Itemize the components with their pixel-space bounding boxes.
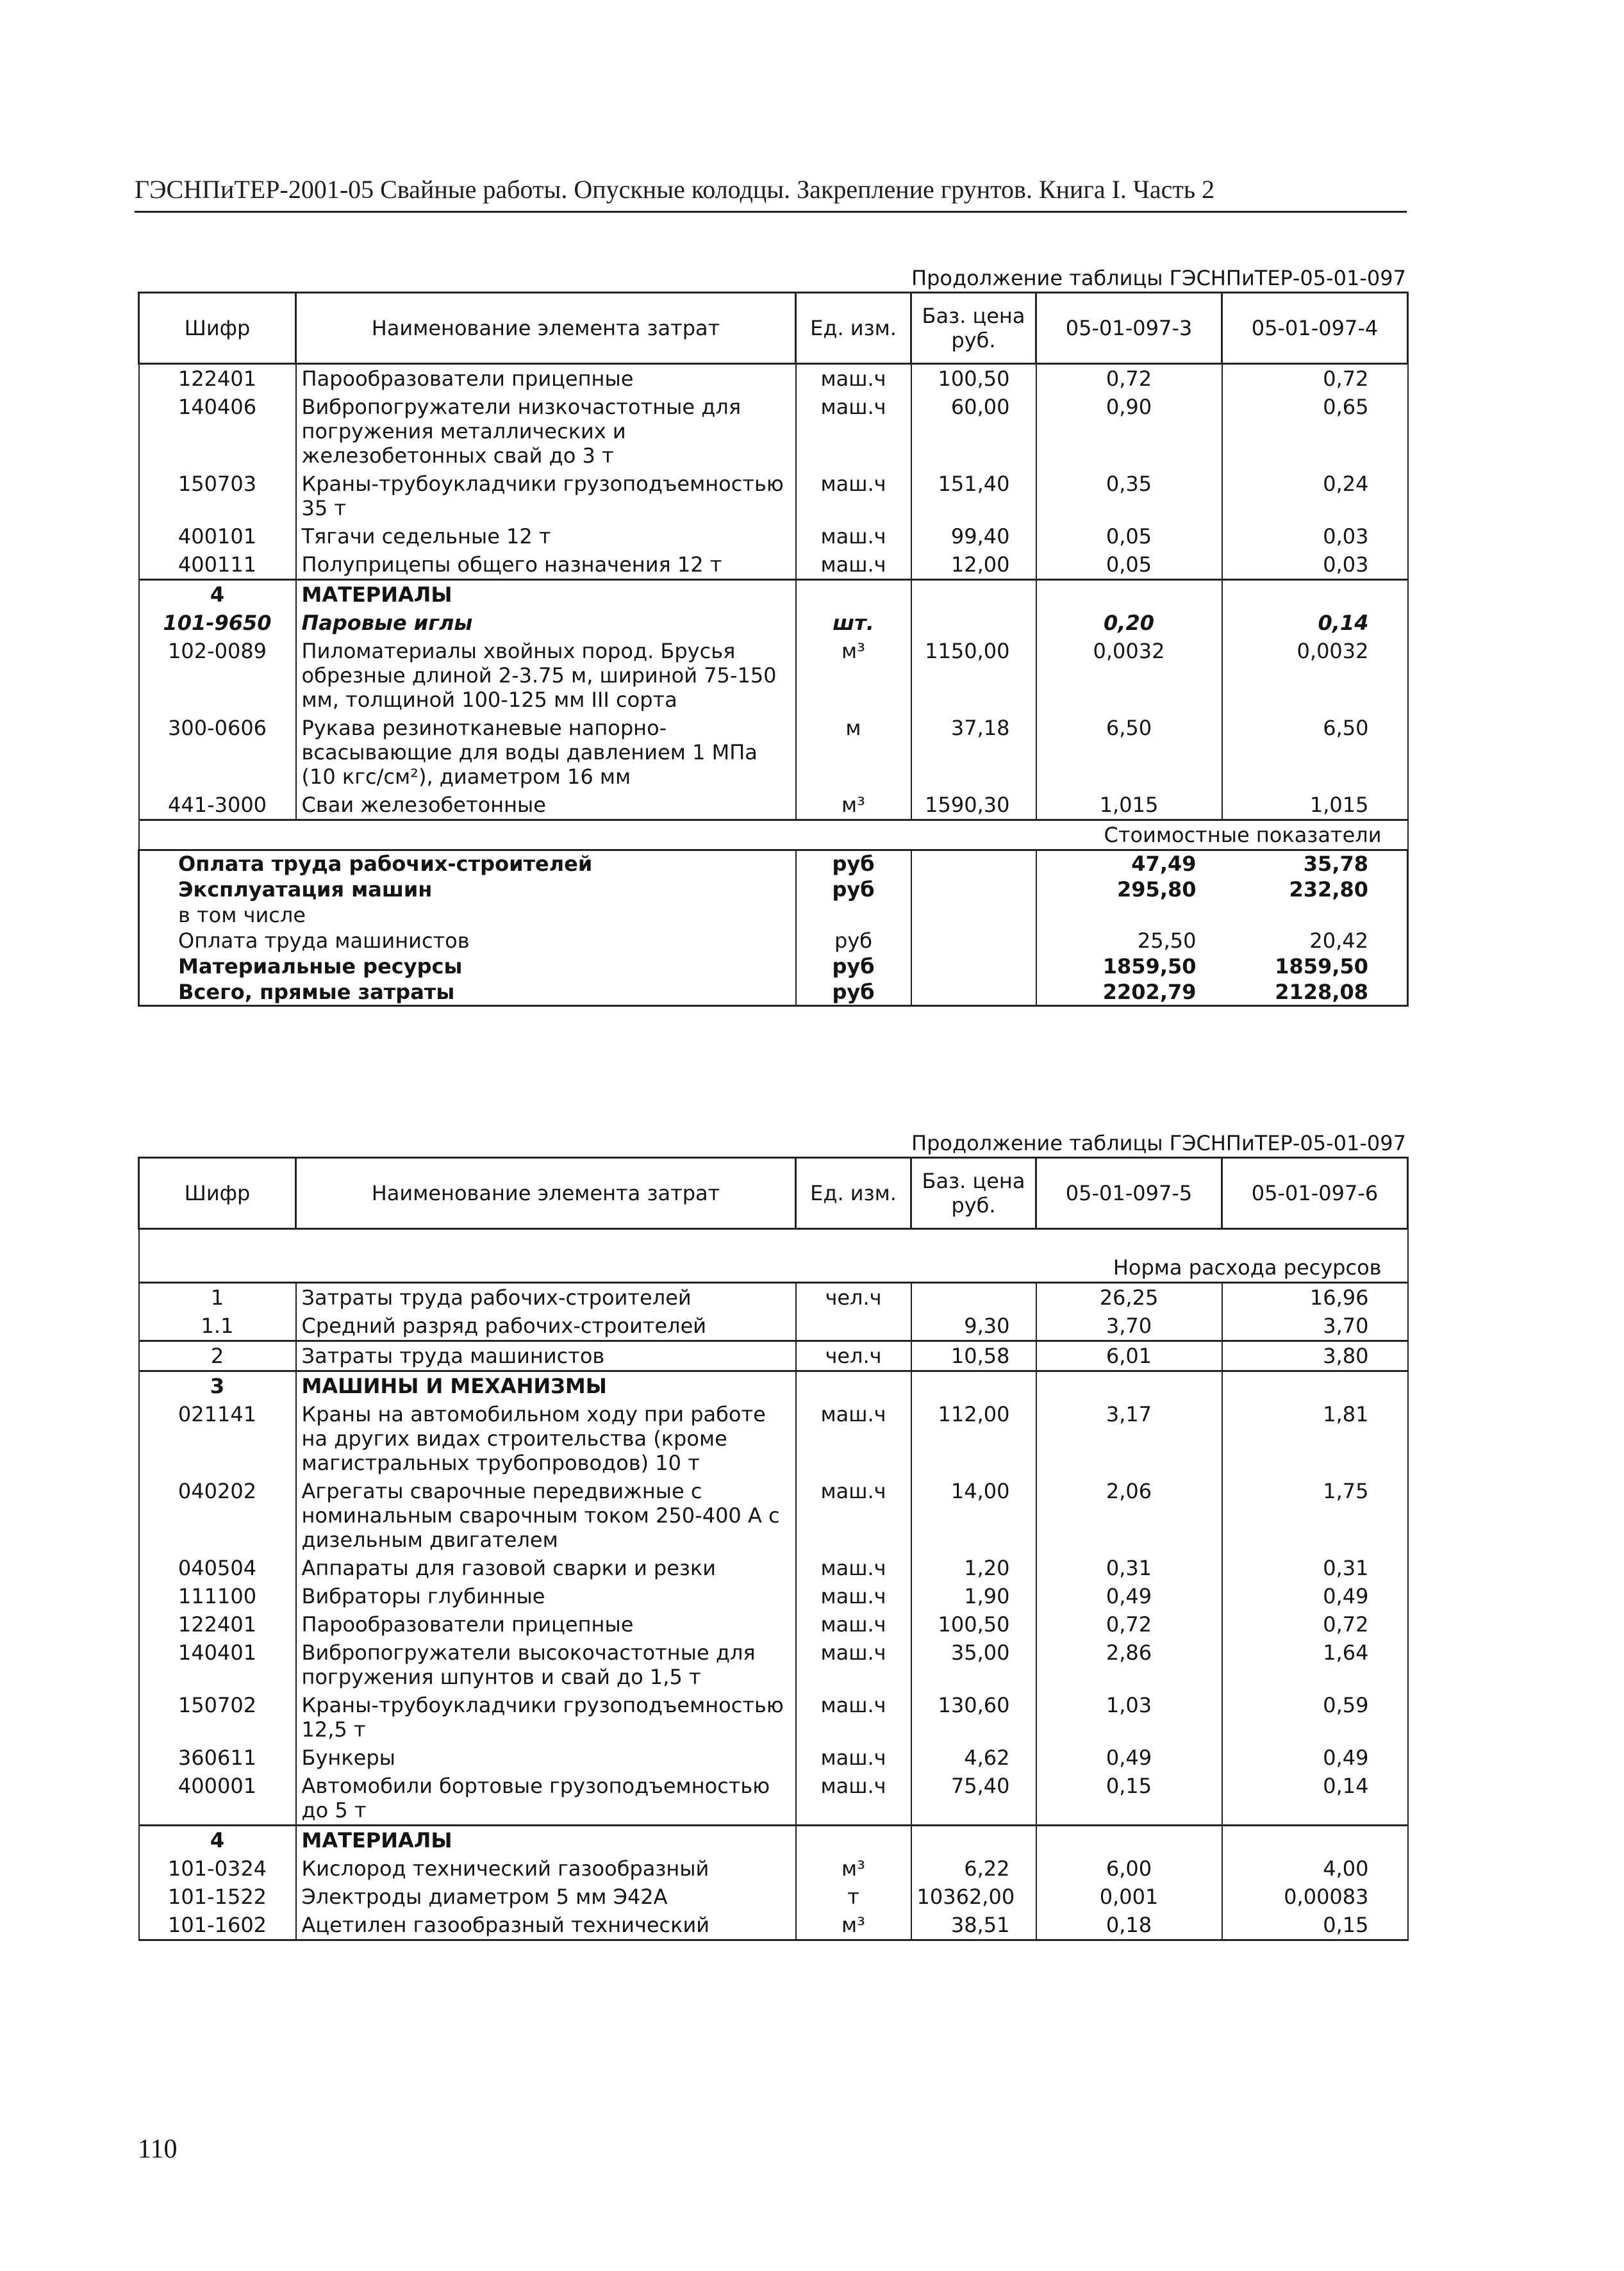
cell-price (911, 1826, 1036, 1855)
cell-value-2: 0,15 (1222, 1911, 1408, 1940)
cell-unit: маш.ч (796, 1477, 911, 1554)
cost-unit: руб (796, 979, 911, 1006)
cell-price: 99,40 (911, 522, 1036, 550)
cell-name: МАТЕРИАЛЫ (296, 1826, 796, 1855)
cell-value-2 (1222, 1826, 1408, 1855)
cost-value-2 (1222, 902, 1408, 928)
cell-name: Полуприцепы общего назначения 12 т (296, 550, 796, 580)
cell-unit: м³ (796, 1854, 911, 1883)
resource-table-1 (138, 292, 1409, 1007)
cell-value-2: 0,65 (1222, 393, 1408, 470)
cell-name: Краны на автомобильном ходу при работе на других видах строительства (кроме магистральных трубопроводов) 10 т (296, 1400, 796, 1477)
cell-price: 1,90 (911, 1582, 1036, 1610)
cell-price (911, 580, 1036, 609)
table-row (139, 1744, 1408, 1772)
cell-code: 101-9650 (139, 609, 296, 637)
cell-price: 38,51 (911, 1911, 1036, 1940)
cell-unit: м (796, 714, 911, 791)
cell-code: 150702 (139, 1691, 296, 1744)
cell-code: 101-0324 (139, 1854, 296, 1883)
cell-value-2: 3,80 (1222, 1341, 1408, 1371)
cell-price: 130,60 (911, 1691, 1036, 1744)
table-row (139, 791, 1408, 820)
cost-row (139, 877, 1408, 902)
cell-code: 021141 (139, 1400, 296, 1477)
cell-unit: маш.ч (796, 1691, 911, 1744)
column-header-unit: Ед. изм. (796, 293, 911, 364)
cell-name: Краны-трубоукладчики грузоподъемностью 12,5 т (296, 1691, 796, 1744)
cell-unit: м³ (796, 637, 911, 714)
cell-value-2: 0,00083 (1222, 1883, 1408, 1911)
cell-value-2: 0,03 (1222, 522, 1408, 550)
table2-header-row (139, 1158, 1408, 1229)
table-row (139, 1826, 1408, 1855)
cell-value-2: 6,50 (1222, 714, 1408, 791)
cell-value-1: 0,49 (1036, 1744, 1222, 1772)
cell-unit: маш.ч (796, 1639, 911, 1691)
cost-value-2: 2128,08 (1222, 979, 1408, 1006)
cell-price: 6,22 (911, 1854, 1036, 1883)
table-row (139, 1883, 1408, 1911)
cell-name: Краны-трубоукладчики грузоподъемностью 35 т (296, 470, 796, 522)
cell-value-1: 0,18 (1036, 1911, 1222, 1940)
cell-code: 300-0606 (139, 714, 296, 791)
cell-unit: маш.ч (796, 1400, 911, 1477)
cell-value-1: 0,90 (1036, 393, 1222, 470)
table-row (139, 637, 1408, 714)
cell-price: 1150,00 (911, 637, 1036, 714)
cost-value-2: 35,78 (1222, 850, 1408, 877)
column-header-name: Наименование элемента затрат (296, 293, 796, 364)
cell-value-1: 0,15 (1036, 1772, 1222, 1826)
column-header-code: Шифр (139, 1158, 296, 1229)
cell-value-1: 0,49 (1036, 1582, 1222, 1610)
cell-price: 37,18 (911, 714, 1036, 791)
page-number: 110 (138, 2135, 178, 2164)
cell-unit: чел.ч (796, 1283, 911, 1312)
cell-value-2 (1222, 1371, 1408, 1401)
cell-price: 12,00 (911, 550, 1036, 580)
cell-price: 100,50 (911, 1610, 1036, 1639)
cell-unit (796, 1312, 911, 1341)
cost-value-1: 47,49 (1131, 852, 1197, 876)
cost-row (139, 979, 1408, 1006)
cell-name: Паровые иглы (296, 609, 796, 637)
cost-row (139, 850, 1408, 877)
cell-value-1: 0,0032 (1036, 637, 1222, 714)
cell-value-1: 2,86 (1036, 1639, 1222, 1691)
cell-name: Сваи железобетонные (296, 791, 796, 820)
cell-value-1: 6,00 (1036, 1854, 1222, 1883)
cell-code: 140401 (139, 1639, 296, 1691)
cell-unit: м³ (796, 791, 911, 820)
cell-value-1 (1036, 1371, 1222, 1401)
cell-unit: маш.ч (796, 1582, 911, 1610)
table1-continuation-caption: Продолжение таблицы ГЭСНПиТЕР-05-01-097 (911, 266, 1406, 290)
cell-value-2: 0,14 (1222, 609, 1408, 637)
cell-price: 100,50 (911, 364, 1036, 393)
cell-code: 400111 (139, 550, 296, 580)
cell-value-2: 0,24 (1222, 470, 1408, 522)
cell-value-1: 0,001 (1036, 1883, 1222, 1911)
norm-caption: Норма расхода ресурсов (139, 1229, 1408, 1283)
table-row (139, 1854, 1408, 1883)
cell-value-1: 3,70 (1036, 1312, 1222, 1341)
cell-value-2: 0,49 (1222, 1744, 1408, 1772)
cell-value-1: 6,50 (1036, 714, 1222, 791)
cell-value-2: 3,70 (1222, 1312, 1408, 1341)
cell-code: 3 (139, 1371, 296, 1401)
table-row (139, 1911, 1408, 1940)
cell-unit: маш.ч (796, 364, 911, 393)
norm-caption-row (139, 1229, 1408, 1283)
cell-unit (796, 580, 911, 609)
cell-value-1: 6,01 (1036, 1341, 1222, 1371)
cell-name: Вибраторы глубинные (296, 1582, 796, 1610)
cell-price: 35,00 (911, 1639, 1036, 1691)
cell-value-2: 4,00 (1222, 1854, 1408, 1883)
cost-unit: руб (796, 850, 911, 877)
column-header-unit: Ед. изм. (796, 1158, 911, 1229)
cell-name: Пиломатериалы хвойных пород. Брусья обрезные длиной 2-3.75 м, шириной 75-150 мм, толщиной 100-125 мм III сорта (296, 637, 796, 714)
cell-name: Агрегаты сварочные передвижные с номинальным сварочным током 250-400 А с дизельным двигателем (296, 1477, 796, 1554)
cell-code: 4 (139, 1826, 296, 1855)
cost-row (139, 902, 1408, 928)
cell-unit: шт. (796, 609, 911, 637)
cell-price (911, 1283, 1036, 1312)
cell-name: Парообразователи прицепные (296, 1610, 796, 1639)
cost-caption: Стоимостные показатели (139, 820, 1408, 850)
column-header-price: Баз. цена руб. (911, 1158, 1036, 1229)
cell-name: Затраты труда рабочих-строителей (296, 1283, 796, 1312)
cell-value-2: 0,0032 (1222, 637, 1408, 714)
cost-row (139, 954, 1408, 979)
cell-code: 122401 (139, 364, 296, 393)
cell-price: 14,00 (911, 1477, 1036, 1554)
cell-price: 9,30 (911, 1312, 1036, 1341)
cell-value-1: 26,25 (1036, 1283, 1222, 1312)
cell-unit: маш.ч (796, 1610, 911, 1639)
cell-value-1: 0,05 (1036, 550, 1222, 580)
cell-price: 1,20 (911, 1554, 1036, 1582)
cost-label: Оплата труда рабочих-строителей (139, 850, 796, 877)
cell-value-2: 1,81 (1222, 1400, 1408, 1477)
cell-code: 101-1602 (139, 1911, 296, 1940)
table1-header-row (139, 293, 1408, 364)
cell-value-1: 2,06 (1036, 1477, 1222, 1554)
cell-unit: маш.ч (796, 1772, 911, 1826)
cost-label: в том числе (139, 902, 796, 928)
column-header-code: Шифр (139, 293, 296, 364)
cell-value-1: 1,03 (1036, 1691, 1222, 1744)
cell-name: Ацетилен газообразный технический (296, 1911, 796, 1940)
cell-price: 10,58 (911, 1341, 1036, 1371)
cell-value-2: 0,59 (1222, 1691, 1408, 1744)
cell-unit: маш.ч (796, 470, 911, 522)
table-row (139, 714, 1408, 791)
cell-code: 150703 (139, 470, 296, 522)
cost-empty-cell (911, 850, 1036, 877)
cell-name: МАШИНЫ И МЕХАНИЗМЫ (296, 1371, 796, 1401)
cell-price: 151,40 (911, 470, 1036, 522)
table-row (139, 1477, 1408, 1554)
column-header-norm-5: 05-01-097-5 (1036, 1158, 1222, 1229)
cost-label: Оплата труда машинистов (139, 928, 796, 954)
cell-unit: маш.ч (796, 1744, 911, 1772)
table-row (139, 393, 1408, 470)
cell-price: 10362,00 (911, 1883, 1036, 1911)
cell-value-1: 0,72 (1036, 364, 1222, 393)
cell-price: 75,40 (911, 1772, 1036, 1826)
column-header-norm-4: 05-01-097-4 (1222, 293, 1408, 364)
cell-code: 040504 (139, 1554, 296, 1582)
cost-label: Всего, прямые затраты (139, 979, 796, 1006)
cell-value-2 (1222, 580, 1408, 609)
table-row (139, 550, 1408, 580)
cell-unit (796, 1371, 911, 1401)
cell-code: 101-1522 (139, 1883, 296, 1911)
table-row (139, 1283, 1408, 1312)
cell-value-1: 0,35 (1036, 470, 1222, 522)
cell-price: 112,00 (911, 1400, 1036, 1477)
column-header-norm-6: 05-01-097-6 (1222, 1158, 1408, 1229)
cell-price: 1590,30 (911, 791, 1036, 820)
table-row (139, 364, 1408, 393)
cell-value-2: 16,96 (1222, 1283, 1408, 1312)
cost-unit: руб (796, 928, 911, 954)
cell-value-1: 1,015 (1036, 791, 1222, 820)
cell-code: 400001 (139, 1772, 296, 1826)
cost-label: Эксплуатация машин (139, 877, 796, 902)
table-row (139, 1610, 1408, 1639)
cell-code: 4 (139, 580, 296, 609)
cell-code: 122401 (139, 1610, 296, 1639)
table-row (139, 1371, 1408, 1401)
cell-value-2: 0,72 (1222, 364, 1408, 393)
cell-name: Аппараты для газовой сварки и резки (296, 1554, 796, 1582)
cell-unit: маш.ч (796, 1554, 911, 1582)
cell-name: Парообразователи прицепные (296, 364, 796, 393)
table-row (139, 1772, 1408, 1826)
cost-empty-cell (911, 954, 1036, 979)
table-row (139, 1554, 1408, 1582)
cell-code: 040202 (139, 1477, 296, 1554)
table-row (139, 1639, 1408, 1691)
cell-name: Электроды диаметром 5 мм Э42А (296, 1883, 796, 1911)
cost-value-1: 295,80 (1117, 877, 1197, 902)
cost-value-1: 25,50 (1137, 929, 1197, 953)
cell-value-1: 0,20 (1036, 609, 1222, 637)
cell-name: Вибропогружатели низкочастотные для погружения металлических и железобетонных свай до 3 т (296, 393, 796, 470)
cell-value-1: 0,31 (1036, 1554, 1222, 1582)
cell-value-2: 0,03 (1222, 550, 1408, 580)
column-header-name: Наименование элемента затрат (296, 1158, 796, 1229)
column-header-price: Баз. цена руб. (911, 293, 1036, 364)
page-header: ГЭСНПиТЕР-2001-05 Свайные работы. Опускные колодцы. Закрепление грунтов. Книга I. Часть 2 (135, 174, 1407, 213)
cell-code: 441-3000 (139, 791, 296, 820)
cell-unit: маш.ч (796, 393, 911, 470)
cost-value-2: 232,80 (1222, 877, 1408, 902)
cost-unit: руб (796, 877, 911, 902)
cost-value-2: 1859,50 (1222, 954, 1408, 979)
cell-code: 140406 (139, 393, 296, 470)
cell-unit: маш.ч (796, 550, 911, 580)
cell-value-1: 0,05 (1036, 522, 1222, 550)
cell-value-2: 0,49 (1222, 1582, 1408, 1610)
cell-value-1 (1036, 1826, 1222, 1855)
cost-value-1 (1036, 902, 1222, 928)
table-row (139, 1582, 1408, 1610)
table-row (139, 1691, 1408, 1744)
cell-value-2: 1,75 (1222, 1477, 1408, 1554)
cell-value-2: 0,31 (1222, 1554, 1408, 1582)
cell-code: 360611 (139, 1744, 296, 1772)
cost-label: Материальные ресурсы (139, 954, 796, 979)
cell-code: 1.1 (139, 1312, 296, 1341)
cell-name: Затраты труда машинистов (296, 1341, 796, 1371)
column-header-norm-3: 05-01-097-3 (1036, 293, 1222, 364)
cell-unit: м³ (796, 1911, 911, 1940)
cell-code: 400101 (139, 522, 296, 550)
cell-value-1: 3,17 (1036, 1400, 1222, 1477)
cell-name: Кислород технический газообразный (296, 1854, 796, 1883)
cell-value-2: 1,015 (1222, 791, 1408, 820)
cost-value-2: 20,42 (1222, 928, 1408, 954)
cell-name: Тягачи седельные 12 т (296, 522, 796, 550)
table2-continuation-caption: Продолжение таблицы ГЭСНПиТЕР-05-01-097 (911, 1131, 1406, 1155)
cell-code: 111100 (139, 1582, 296, 1610)
cost-row (139, 928, 1408, 954)
cell-value-1 (1036, 580, 1222, 609)
cell-code: 2 (139, 1341, 296, 1371)
table-row (139, 580, 1408, 609)
cell-code: 102-0089 (139, 637, 296, 714)
cost-caption-row (139, 820, 1408, 850)
cell-name: Вибропогружатели высокочастотные для погружения шпунтов и свай до 1,5 т (296, 1639, 796, 1691)
table-row (139, 609, 1408, 637)
table-row (139, 1341, 1408, 1371)
cost-unit: руб (796, 954, 911, 979)
cost-value-1: 1859,50 (1102, 954, 1197, 979)
cost-empty-cell (911, 877, 1036, 902)
table-row (139, 1312, 1408, 1341)
cell-value-2: 0,72 (1222, 1610, 1408, 1639)
cell-name: Бункеры (296, 1744, 796, 1772)
cell-price: 4,62 (911, 1744, 1036, 1772)
cell-price (911, 1371, 1036, 1401)
cost-unit (796, 902, 911, 928)
cost-empty-cell (911, 902, 1036, 928)
cell-unit: маш.ч (796, 522, 911, 550)
cell-price (911, 609, 1036, 637)
cell-name: Автомобили бортовые грузоподъемностью до 5 т (296, 1772, 796, 1826)
cell-unit: чел.ч (796, 1341, 911, 1371)
cell-price: 60,00 (911, 393, 1036, 470)
cost-empty-cell (911, 979, 1036, 1006)
cell-code: 1 (139, 1283, 296, 1312)
table-row (139, 470, 1408, 522)
cost-value-1: 2202,79 (1036, 979, 1222, 1006)
cell-name: МАТЕРИАЛЫ (296, 580, 796, 609)
cell-unit (796, 1826, 911, 1855)
cell-value-2: 1,64 (1222, 1639, 1408, 1691)
table-row (139, 1400, 1408, 1477)
cell-name: Средний разряд рабочих-строителей (296, 1312, 796, 1341)
cell-value-1: 0,72 (1036, 1610, 1222, 1639)
cell-unit: т (796, 1883, 911, 1911)
table-row (139, 522, 1408, 550)
cost-empty-cell (911, 928, 1036, 954)
resource-table-2 (138, 1157, 1409, 1941)
cell-value-2: 0,14 (1222, 1772, 1408, 1826)
cell-name: Рукава резинотканевые напорно-всасывающие для воды давлением 1 МПа (10 кгс/см²), диаметром 16 мм (296, 714, 796, 791)
